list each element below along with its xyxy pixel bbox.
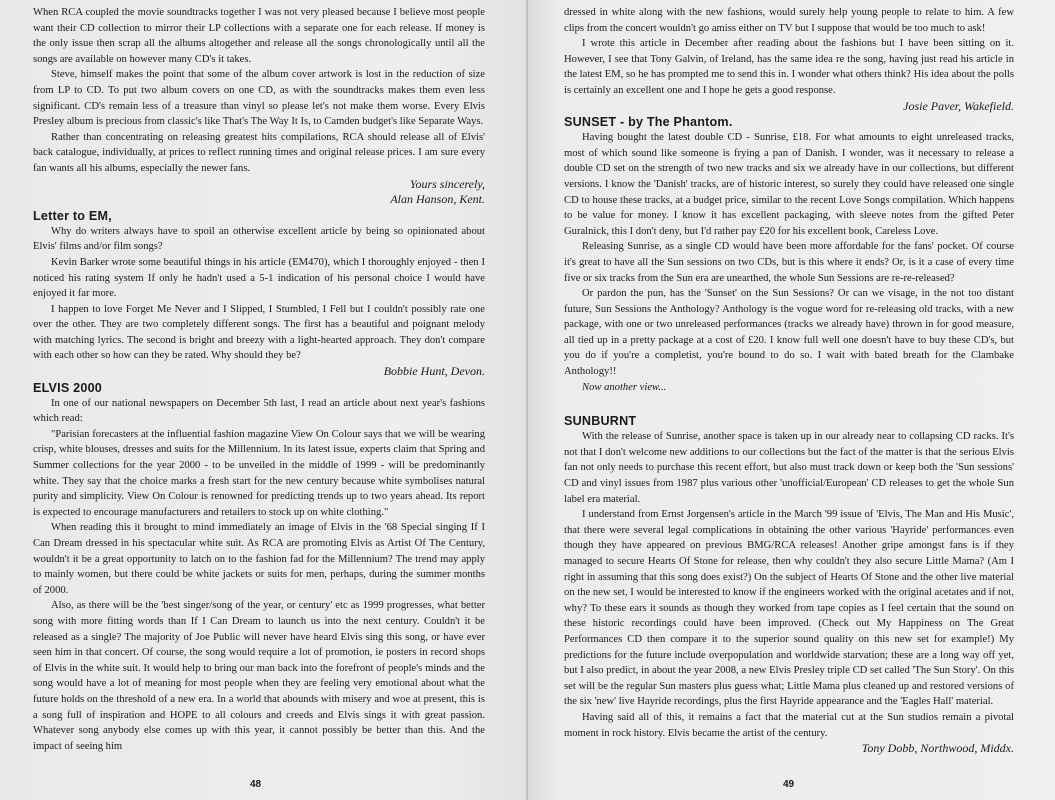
body-paragraph: I wrote this article in December after reading about the fashions but I have been sitting on it. However, I see that Tony Galvin, of Ireland, has the same idea re the song, having just read his article in the latest EM, so he has prompted me to send this in. I wonder what others think? His idea about the polls is certainly an excellent one and I hope he gets a good response. <box>564 38 1014 96</box>
body-paragraph: With the release of Sunrise, another space is taken up in our already near to collapsing CD racks. It's not that I don't welcome new additions to our collections but the fact of the matter is that the serious Elvis fan not only needs to purchase this recent effort, but also must track down or keep both the 'Sun sessions' CD and vinyl issues from 1987 plus various other 'unofficial/European' CD releases to get the whole Sun label era material. <box>564 431 1014 505</box>
section-heading-sunset: SUNSET - by The Phantom. <box>564 115 733 130</box>
editor-note: Now another view... <box>582 381 667 393</box>
signature-name: Josie Paver, Wakefield. <box>903 98 1014 113</box>
body-paragraph: Rather than concentrating on releasing greatest hits compilations, RCA should release all of Elvis' back catalogue, individually, at prices to reflect running times and original release prices. I am sure every fan wants all his albums, especially the newer fans. <box>33 131 485 174</box>
section-heading-sunburnt: SUNBURNT <box>564 414 637 429</box>
left-column <box>33 5 485 754</box>
body-paragraph: Releasing Sunrise, as a single CD would have been more affordable for the fans' pocket. Of course it's great to have all the Sun sessions on two CDs, but is this where it ends? Or, is it a case of every time five or six tracks from the Sun era are unearthed, the whole Sun Sessions are re-re-released? <box>564 241 1014 284</box>
body-paragraph: When reading this it brought to mind immediately an image of Elvis in the '68 Special singing If I Can Dream dressed in his spectacular white suit. As RCA are promoting Elvis as Artist Of The Century, wouldn't it be a great opportunity to latch on to the fashion fad for the Millennium? The trend may apply to mainly women, but there could be white jackets or suits for men, perhaps, during the summer months of 2000. <box>33 522 485 596</box>
page-number: 49 <box>783 779 795 790</box>
body-paragraph: I understand from Ernst Jorgensen's article in the March '99 issue of 'Elvis, The Man and His Music', that there were several legal complications in obtaining the other various 'Hayride' performances even though they have appeared on previous BMG/RCA releases! Another gripe amongst fans is if they managed to secure Hearts Of Stone for release, then why couldn't they also secure Little Mama? (Am I right in assuming that this song does exist?) On the subject of Hearts Of Stone and the other live material on the new set, I would be interested to know if the engineers worked with the original acetates and if not, why? To these ears it sounds as though they worked from tape copies as I feel certain that the sound on these historic recordings could have been improved. (Check out My Happiness on The Great Performances CD then compare it to the superior sound quality on this new set for example!) My predictions for the future include overpopulation and worldwide starvation; these are a long way off yet, but I also predict, in about the year 2008, a new Elvis Presley triple CD set called 'The Sun Story'. On this set will be the regular Sun masters plus guess what; Little Mama plus cleaned up and restored versions of the six 'new' live Hayride recordings, plus the first Hayride appearance and the 'Eagles Hall' material. <box>564 509 1014 708</box>
signature-name: Bobbie Hunt, Devon. <box>383 364 485 379</box>
body-paragraph: I happen to love Forget Me Never and I Slipped, I Stumbled, I Fell but I couldn't possibly rate one over the other. They are two completely different songs. The first has a beautiful and poignant melody with matching lyrics. The second is bright and breezy with a light-hearted approach. They don't compare with each other so how can they be rated. Why should they be? <box>33 303 485 362</box>
body-paragraph: Why do writers always have to spoil an otherwise excellent article by being so opinionated about Elvis' films and/or film songs? <box>33 225 485 253</box>
right-column <box>564 5 1014 757</box>
body-paragraph: dressed in white along with the new fashions, would surely help young people to relate to him. A few clips from the concert wouldn't go amiss either on TV but I suppose that would be too much to ask! <box>564 7 1014 34</box>
signature-name: Alan Hanson, Kent. <box>390 192 485 207</box>
quoted-paragraph: "Parisian forecasters at the influential fashion magazine View On Colour says that we will be wearing crisp, white blouses, dresses and suits for the Millennium. In its latest issue, experts claim that Spring and Summer collections for the year 2000 - to be unveiled in the middle of 1999 - will be predominantly white. They say that the choice marks a fresh start for the new century because white symbolises natural purity and simplicity. View On Colour is renowned for predicting trends up to two years ahead. Its report is expected to encourage manufacturers and retailers to stock up on white clothing." <box>33 428 485 518</box>
body-paragraph: Also, as there will be the 'best singer/song of the year, or century' etc as 1999 progresses, what better song with more fitting words than If I Can Dream to launch us into the next century. Couldn't it be released as a single? The majority of Joe Public will never have heard Elvis sing this song, or have ever seen him in that concert. Of course, the song would require a lot of promotion, ie posters in record shops of Elvis in the white suit. It would help to bring our man back into the forefront of people's minds and the song would have a lot of meaning for most people when they are feeling very emotional about what the future holds on the threshold of a new era. In a world that abounds with misery and woe at present, this is a song full of inspiration and HOPE to all colours and creeds and Elvis sings it with great passion. Whatever song anybody else comes up with this year, it cannot possibly be better than this. And the impact of seeing him <box>33 600 485 752</box>
section-heading-elvis-2000: ELVIS 2000 <box>33 380 102 395</box>
page-number: 48 <box>250 779 262 790</box>
signature-closing: Yours sincerely, <box>409 176 485 191</box>
section-heading-letter: Letter to EM, <box>33 208 112 223</box>
body-paragraph: Or pardon the pun, has the 'Sunset' on the Sun Sessions? Or can we visage, in the not too distant future, Sun Sessions the Anthology? Anthology is the vogue word for re-releasing old tracks, with a new package, with one or two unreleased performances (tracks we already have) thrown in for good measure, all tied up in a pretty package at a cost of £20. I know full well one doesn't have to buy these CD's, but you do if you're a completist, you're bound to do so. I wait with bated breath for the Clambake Anthology!! <box>564 288 1014 378</box>
body-paragraph: Steve, himself makes the point that some of the album cover artwork is lost in the reduction of size from LP to CD. To put two album covers on one CD, as with the soundtracks makes them even less significant. CD's remain less of a treasure than vinyl so please let's not make them worse. Every Elvis Presley album is precious from classic's like That's The Way It Is, to Camden budget's like Separate Ways. <box>33 69 485 128</box>
body-paragraph: Having bought the latest double CD - Sunrise, £18. For what amounts to eight unreleased tracks, most of which sound like someone is frying a pan of Danish. I wonder, was it necessary to release a double CD set on the strength of two new tracks and six we already have in our collections, but different versions. I know the 'Danish' tracks, are of historic interest, so surely they could have released one single CD to house these tracks, at a budget price, similar to the recent Love Songs compilation. Which happens to be value for money. I know it has excellent packaging, with sleeve notes from the gifted Peter Guralnick, this I don't deny, but I'd rather pay £20 for his excellent book, Careless Love. <box>564 132 1014 237</box>
spacer <box>564 395 1014 413</box>
body-paragraph: Kevin Barker wrote some beautiful things in his article (EM470), which I thoroughly enjoyed - then I noticed his rating system If only he hadn't used a 5-1 indication of his personal choice I would have enjoyed it far more. <box>33 256 485 300</box>
right-page <box>528 0 1055 800</box>
body-paragraph: Having said all of this, it remains a fact that the material cut at the Sun studios remain a pivotal moment in rock history. Elvis became the artist of the century. <box>564 711 1014 739</box>
body-paragraph: In one of our national newspapers on December 5th last, I read an article about next year's fashions which read: <box>33 397 485 425</box>
signature-name: Tony Dobb, Northwood, Middx. <box>861 741 1014 756</box>
body-paragraph: When RCA coupled the movie soundtracks together I was not very pleased because I believe most people want their CD collection to mirror their LP collections with a separate one for each release. If money is the only issue then scrap all the albums altogether and release all the songs chronologically until all the songs are available on however many CD's it takes. <box>33 7 485 65</box>
